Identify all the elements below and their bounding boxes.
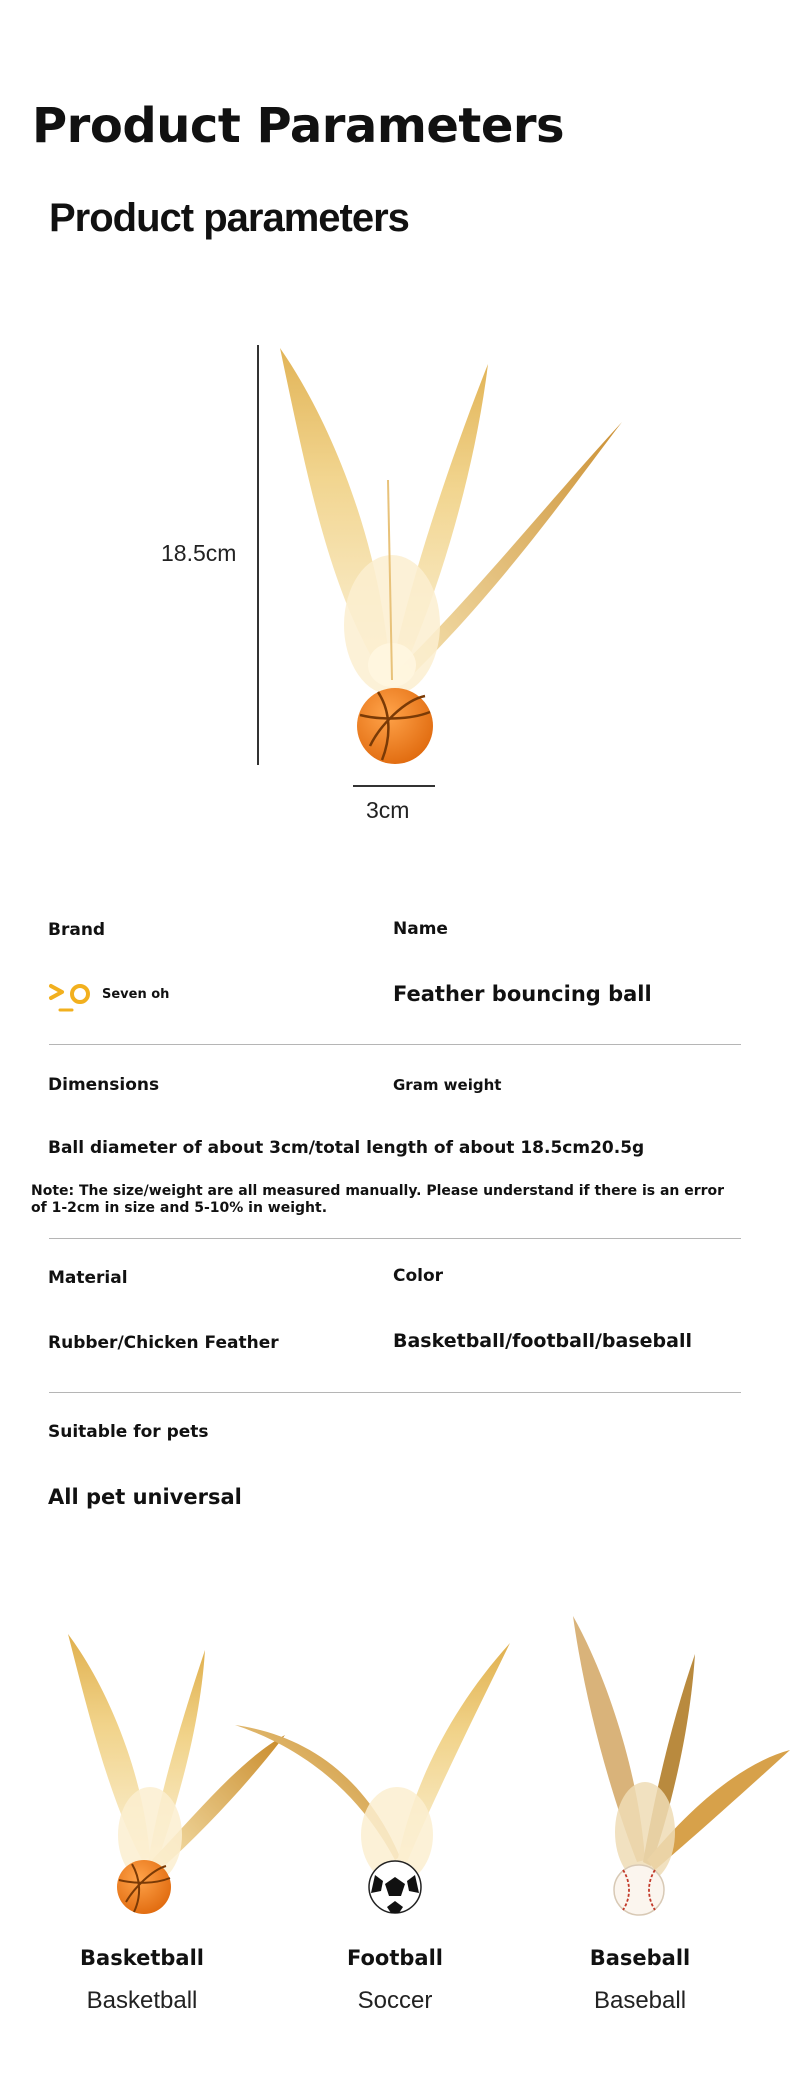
page-subtitle: Product parameters [49, 196, 409, 240]
material-value: Rubber/Chicken Feather [48, 1333, 279, 1353]
dimensions-label: Dimensions [48, 1075, 160, 1095]
measurement-note: Note: The size/weight are all measured manually. Please understand if there is an error of 1-2cm in size and 5-10% in weight. [31, 1183, 725, 1216]
variant-sub-baseball: Baseball [593, 1987, 687, 2014]
name-value: Feather bouncing ball [393, 982, 652, 1006]
variant-sub-football: Soccer [357, 1987, 433, 2014]
variant-name-basketball: Basketball [80, 1946, 204, 1970]
divider [49, 1044, 741, 1045]
diameter-label: 3cm [366, 797, 410, 823]
page-title: Product Parameters [32, 98, 565, 154]
length-label: 18.5cm [161, 540, 237, 566]
name-label: Name [393, 919, 448, 939]
variant-image-football [235, 1635, 515, 1920]
color-value: Basketball/football/baseball [393, 1330, 692, 1352]
soccer-ball-icon [235, 1635, 515, 1920]
variant-sub-basketball: Basketball [86, 1987, 198, 2014]
diameter-dimension-line [353, 785, 435, 787]
brand-label: Brand [48, 920, 106, 940]
main-product-image [270, 340, 640, 780]
material-label: Material [48, 1268, 128, 1288]
brand-logo-icon [48, 980, 98, 1016]
dimensions-value: Ball diameter of about 3cm/total length of about 18.5cm20.5g [48, 1138, 645, 1158]
brand-logo [48, 980, 98, 1016]
divider [49, 1238, 741, 1239]
variant-name-baseball: Baseball [589, 1946, 691, 1970]
suitable-pets-value: All pet universal [48, 1485, 242, 1509]
variant-name-football: Football [347, 1946, 443, 1970]
color-label: Color [393, 1266, 444, 1286]
divider [49, 1392, 741, 1393]
feather-basketball-icon [270, 340, 640, 780]
variant-image-baseball [565, 1612, 790, 1922]
gram-weight-label: Gram weight [393, 1076, 502, 1094]
brand-logo-text: Seven oh [102, 987, 170, 1002]
suitable-pets-label: Suitable for pets [48, 1422, 209, 1442]
length-dimension-line [257, 345, 259, 765]
baseball-icon [565, 1612, 790, 1922]
